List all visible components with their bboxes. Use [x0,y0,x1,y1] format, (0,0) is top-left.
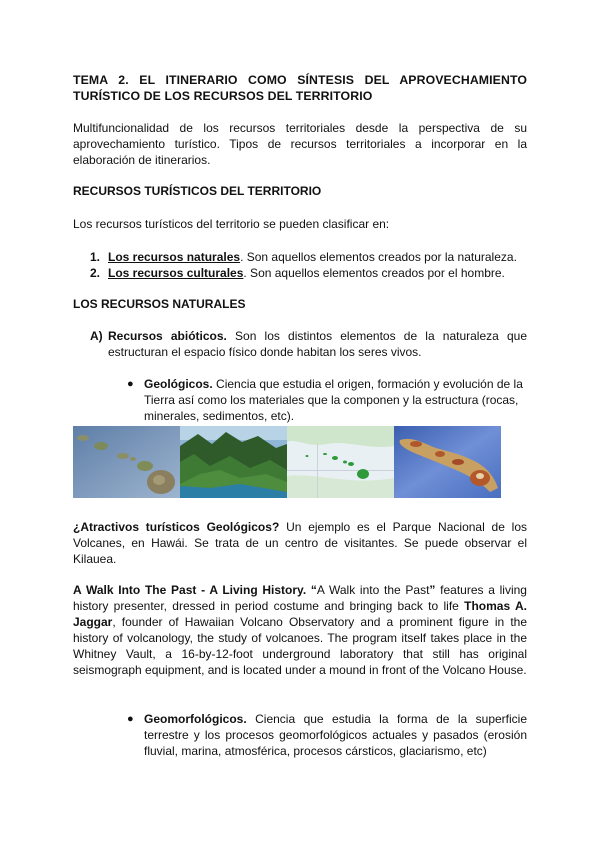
list-number: 2. [90,266,101,280]
heading-recursos-turisticos: RECURSOS TURÍSTICOS DEL TERRITORIO [73,184,322,198]
abioticos-text: Son los distintos elementos de la naturaleza que estructuran el espacio físico donde habitan los seres vivos. [108,329,527,359]
abioticos-term: Recursos abióticos. [108,329,227,343]
atractivos-paragraph [73,519,527,567]
green-map-image [287,426,394,498]
atractivos-term: ¿Atractivos turísticos Geológicos? [73,520,280,534]
geomorfologicos-term: Geomorfológicos. [144,712,247,726]
list-term: Los recursos culturales [108,266,244,280]
satellite-map-image [73,426,180,498]
walk-rest-text: , founder of Hawaiian Volcano Observatory and a prominent figure in the history of volcanology, the study of volcanoes. The program itself takes place in the Whitney Vault, a 16-by-12-foot underground laboratory that still has original seismograph equipment, and is located under a mound in front of the Volcano House. [73,615,527,677]
geomorfologicos-text: Ciencia que estudia la forma de la superficie terrestre y los procesos geomorfológicos actuales y pasados (erosión fluvial, marina, atmosférica, procesos cársticos, glaciarismo, etc) [144,712,527,758]
abioticos-item [90,328,527,360]
list-item [90,265,530,281]
geomorfologicos-bullet [127,711,527,759]
walk-text: features a living history presenter, dressed in period costume and bringing back to life [73,583,527,613]
list-term: Los recursos naturales [108,250,241,264]
bullet-icon: ● [127,378,134,390]
list-text: . Son aquellos elementos creados por el hombre. [243,266,505,280]
walk-quote-text: A Walk into the Past [316,583,430,597]
coast-photo-image [180,426,287,498]
relief-map-image [394,426,501,498]
list-item [90,249,530,265]
item-letter: A) [90,329,103,343]
list-text: . Son aquellos elementos creados por la naturaleza. [240,250,517,264]
document-title: TEMA 2. EL ITINERARIO COMO SÍNTESIS DEL APROVECHAMIENTO TURÍSTICO DE LOS RECURSOS DEL TERRITORIO [73,73,527,103]
walk-paragraph [73,582,527,678]
atractivos-text: Un ejemplo es el Parque Nacional de los Volcanes, en Hawái. Se trata de un centro de visitantes. Se puede observar el Kilauea. [73,520,528,566]
intro-paragraph: Multifuncionalidad de los recursos territoriales desde la perspectiva de su aprovechamiento turístico. Tipos de recursos territoriales a incorporar en la elaboración de itinerarios. [73,121,527,167]
walk-person: Thomas A. Jaggar [73,599,527,629]
walk-close-quote: ” [429,583,436,597]
walk-open-quote: “ [306,583,317,597]
clasificacion-paragraph: Los recursos turísticos del territorio se pueden clasificar en: [73,217,390,231]
geologicos-term: Geológicos. [144,377,213,391]
bullet-icon: ● [127,713,134,725]
geologicos-text: Ciencia que estudia el origen, formación y evolución de la Tierra así como los materiales que la componen y la estructura (rocas, minerales, sedimentos, etc). [144,377,523,423]
image-strip [73,426,501,498]
list-number: 1. [90,250,101,264]
geologicos-bullet [127,376,527,424]
walk-title: A Walk Into The Past - A Living History. [73,583,307,597]
heading-recursos-naturales: LOS RECURSOS NATURALES [73,297,246,311]
